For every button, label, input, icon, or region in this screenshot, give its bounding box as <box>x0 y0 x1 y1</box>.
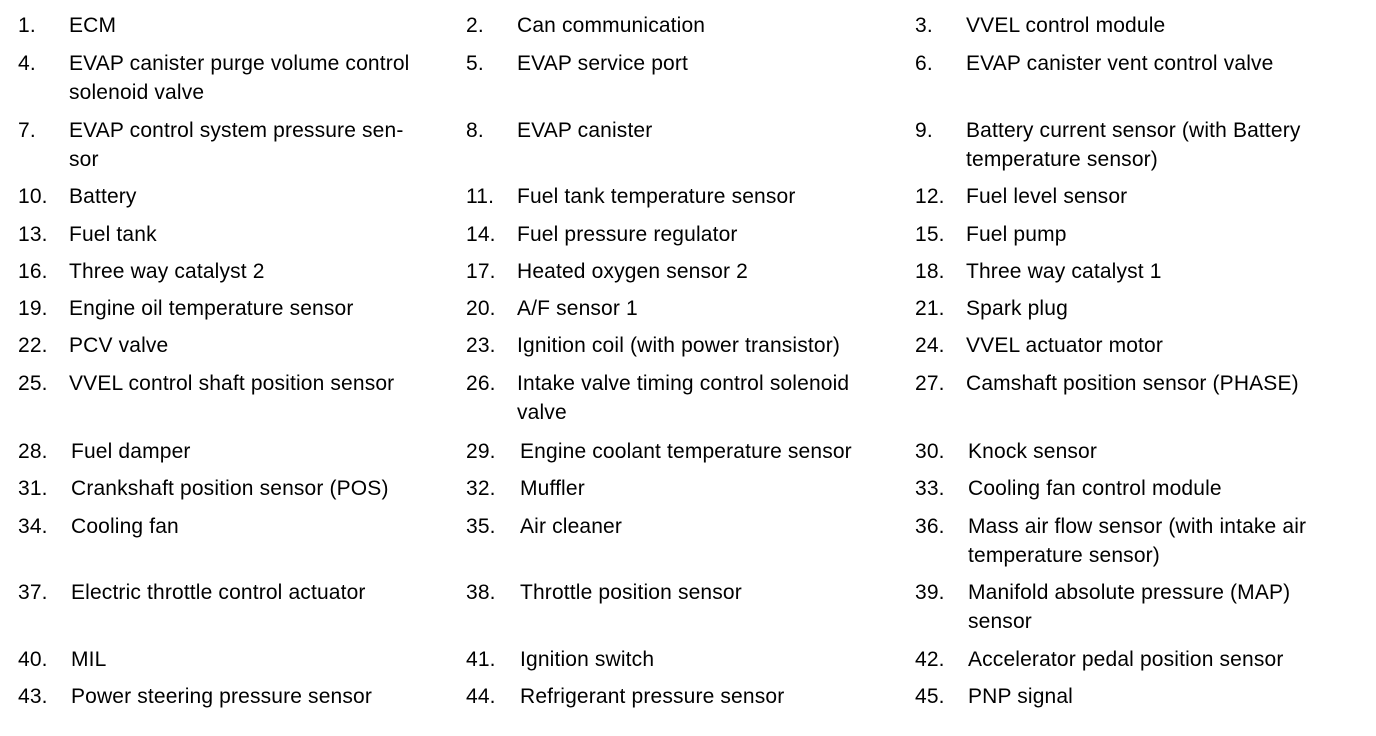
item-label: Knock sensor <box>968 440 1098 463</box>
item-label: Fuel damper <box>71 440 191 463</box>
item-label: Ignition coil (with power transistor) <box>517 334 841 357</box>
item-label: Three way catalyst 1 <box>966 260 1162 283</box>
item-label: Accelerator pedal position sensor <box>968 648 1284 671</box>
item-number: 28. <box>18 440 48 463</box>
item-label: A/F sensor 1 <box>517 297 638 320</box>
item-number: 34. <box>18 515 48 538</box>
item-label: Heated oxygen sensor 2 <box>517 260 748 283</box>
item-number: 36. <box>915 515 945 538</box>
item-label: Engine coolant temperature sensor <box>520 440 852 463</box>
item-label: Cooling fan <box>71 515 179 538</box>
item-number: 7. <box>18 119 36 142</box>
item-label: EVAP canister purge volume control solenoid valve <box>69 52 410 104</box>
item-label: EVAP service port <box>517 52 689 75</box>
item-label: Three way catalyst 2 <box>69 260 265 283</box>
item-label: Fuel tank temperature sensor <box>517 185 796 208</box>
item-label: Mass air flow sensor (with intake air temperature sensor) <box>968 515 1307 567</box>
item-label: Fuel tank <box>69 223 157 246</box>
item-label: Intake valve timing control solenoid valve <box>517 372 850 424</box>
item-number: 2. <box>466 14 484 37</box>
item-number: 43. <box>18 685 48 708</box>
item-number: 4. <box>18 52 36 75</box>
item-label: ECM <box>69 14 117 37</box>
item-label: Camshaft position sensor (PHASE) <box>966 372 1299 395</box>
item-number: 26. <box>466 372 496 395</box>
item-label: EVAP control system pressure sen- sor <box>69 119 404 171</box>
item-number: 30. <box>915 440 945 463</box>
item-label: Muffler <box>520 477 585 500</box>
item-number: 10. <box>18 185 48 208</box>
item-number: 41. <box>466 648 496 671</box>
item-number: 17. <box>466 260 496 283</box>
item-number: 25. <box>18 372 48 395</box>
item-label: VVEL actuator motor <box>966 334 1163 357</box>
item-number: 35. <box>466 515 496 538</box>
item-number: 11. <box>466 185 495 208</box>
item-number: 22. <box>18 334 48 357</box>
item-number: 16. <box>18 260 48 283</box>
item-label: EVAP canister vent control valve <box>966 52 1274 75</box>
item-number: 3. <box>915 14 933 37</box>
item-number: 1. <box>18 14 36 37</box>
item-label: Fuel pump <box>966 223 1067 246</box>
item-label: PCV valve <box>69 334 169 357</box>
item-number: 27. <box>915 372 945 395</box>
item-number: 24. <box>915 334 945 357</box>
item-label: VVEL control shaft position sensor <box>69 372 395 395</box>
item-number: 21. <box>915 297 945 320</box>
item-number: 14. <box>466 223 496 246</box>
item-label: VVEL control module <box>966 14 1166 37</box>
item-number: 40. <box>18 648 48 671</box>
item-number: 38. <box>466 581 496 604</box>
item-label: Air cleaner <box>520 515 623 538</box>
item-label: Crankshaft position sensor (POS) <box>71 477 389 500</box>
item-label: Ignition switch <box>520 648 655 671</box>
item-number: 42. <box>915 648 945 671</box>
item-number: 44. <box>466 685 496 708</box>
item-number: 31. <box>18 477 48 500</box>
item-number: 19. <box>18 297 48 320</box>
item-label: Battery current sensor (with Battery temperature sensor) <box>966 119 1301 171</box>
item-number: 9. <box>915 119 933 142</box>
item-label: Fuel pressure regulator <box>517 223 738 246</box>
item-number: 29. <box>466 440 496 463</box>
item-label: Cooling fan control module <box>968 477 1222 500</box>
item-number: 23. <box>466 334 496 357</box>
item-number: 33. <box>915 477 945 500</box>
item-number: 18. <box>915 260 945 283</box>
item-number: 12. <box>915 185 945 208</box>
item-number: 37. <box>18 581 48 604</box>
item-label: EVAP canister <box>517 119 653 142</box>
item-number: 13. <box>18 223 48 246</box>
item-label: Battery <box>69 185 137 208</box>
item-number: 6. <box>915 52 933 75</box>
item-number: 45. <box>915 685 945 708</box>
item-label: Manifold absolute pressure (MAP) sensor <box>968 581 1291 633</box>
item-label: Refrigerant pressure sensor <box>520 685 785 708</box>
item-number: 8. <box>466 119 484 142</box>
item-number: 39. <box>915 581 945 604</box>
item-label: Fuel level sensor <box>966 185 1128 208</box>
item-label: Can communication <box>517 14 706 37</box>
item-label: MIL <box>71 648 107 671</box>
item-label: PNP signal <box>968 685 1074 708</box>
item-number: 5. <box>466 52 484 75</box>
item-label: Power steering pressure sensor <box>71 685 372 708</box>
item-label: Spark plug <box>966 297 1068 320</box>
item-label: Engine oil temperature sensor <box>69 297 354 320</box>
item-number: 15. <box>915 223 945 246</box>
item-label: Throttle position sensor <box>520 581 742 604</box>
item-label: Electric throttle control actuator <box>71 581 366 604</box>
item-number: 20. <box>466 297 496 320</box>
item-number: 32. <box>466 477 496 500</box>
